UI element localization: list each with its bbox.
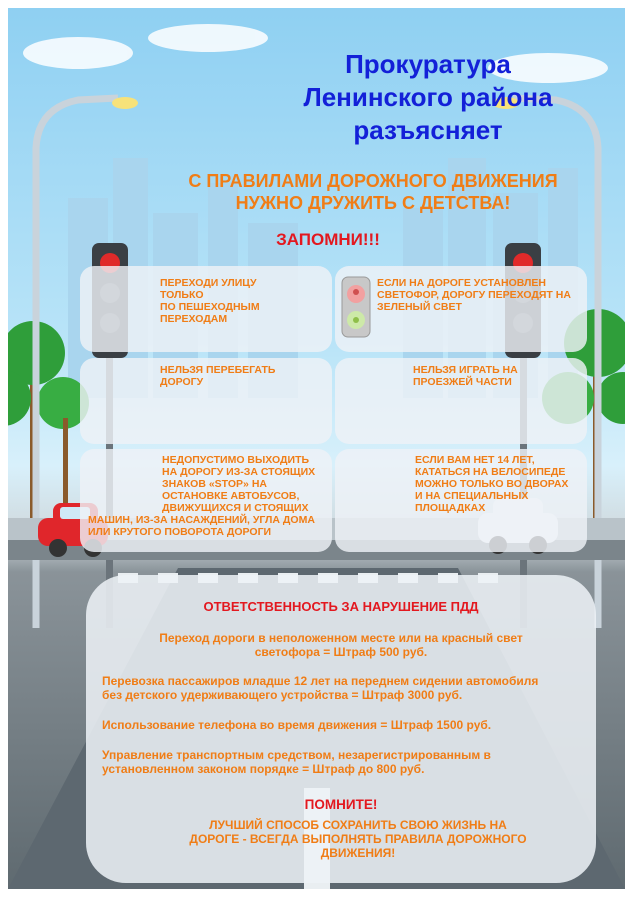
- note-line: ЛУЧШИЙ СПОСОБ СОХРАНИТЬ СВОЮ ЖИЗНЬ НА: [209, 818, 507, 832]
- fine-item: [102, 674, 538, 702]
- rule-line: СВЕТОФОР, ДОРОГУ ПЕРЕХОДЯТ НА: [377, 289, 571, 301]
- remember-note-title: ПОМНИТЕ!: [304, 797, 378, 812]
- fine-line: установленном законом порядке = Штраф до 800 руб.: [102, 762, 425, 776]
- remember-heading: ЗАПОМНИ!!!: [276, 230, 380, 249]
- fine-line: Управление транспортным средством, незарегистрированным в: [102, 748, 491, 762]
- subtitle: [108, 170, 625, 214]
- rule-line: ИЛИ КРУТОГО ПОВОРОТА ДОРОГИ: [88, 526, 272, 538]
- fine-line: Переход дороги в неположенном месте или на красный свет: [159, 631, 523, 645]
- fine-item: [102, 748, 491, 776]
- poster: [8, 8, 625, 889]
- rule-line: НЕЛЬЗЯ ПЕРЕБЕГАТЬ: [160, 364, 276, 376]
- rule-line: И НА СПЕЦИАЛЬНЫХ: [415, 490, 529, 502]
- rule-line: МОЖНО ТОЛЬКО ВО ДВОРАХ: [415, 478, 569, 490]
- rule-text: [413, 364, 518, 388]
- rule-line: ПЕРЕХОДАМ: [160, 313, 228, 325]
- subtitle-line: НУЖНО ДРУЖИТЬ С ДЕТСТВА!: [235, 193, 511, 213]
- rule-line: НЕЛЬЗЯ ИГРАТЬ НА: [413, 364, 518, 376]
- rule-line: НА ДОРОГУ ИЗ-ЗА СТОЯЩИХ: [162, 466, 316, 478]
- rule-line: МАШИН, ИЗ-ЗА НАСАЖДЕНИЙ, УГЛА ДОМА: [88, 514, 315, 526]
- rule-line: ТОЛЬКО: [160, 289, 204, 301]
- rule-line: ПО ПЕШЕХОДНЫМ: [160, 301, 260, 313]
- rule-line: НЕДОПУСТИМО ВЫХОДИТЬ: [162, 454, 310, 466]
- remember-note: [168, 818, 548, 860]
- rule-text: [415, 454, 568, 514]
- rule-line: КАТАТЬСЯ НА ВЕЛОСИПЕДЕ: [415, 466, 566, 478]
- rule-line: ЕСЛИ НА ДОРОГЕ УСТАНОВЛЕН: [377, 277, 547, 289]
- fine-line: светофора = Штраф 500 руб.: [254, 645, 428, 659]
- rule-line: ПЛОЩАДКАХ: [415, 502, 486, 514]
- rule-text: [88, 454, 328, 538]
- traffic-light-icon: [341, 276, 371, 338]
- rule-line: ЕСЛИ ВАМ НЕТ 14 ЛЕТ,: [415, 454, 535, 466]
- subtitle-line: С ПРАВИЛАМИ ДОРОЖНОГО ДВИЖЕНИЯ: [188, 171, 558, 191]
- page-title: [263, 48, 593, 147]
- note-line: ДВИЖЕНИЯ!: [320, 846, 396, 860]
- rule-line: ЗНАКОВ «STOP» НА: [162, 478, 267, 490]
- note-line: ДОРОГЕ - ВСЕГДА ВЫПОЛНЯТЬ ПРАВИЛА ДОРОЖНОГО: [189, 832, 527, 846]
- fine-line: Использование телефона во время движения = Штраф 1500 руб.: [102, 718, 492, 732]
- rule-text: [160, 277, 260, 325]
- title-line: разъясняет: [353, 115, 503, 145]
- rule-line: ПЕРЕХОДИ УЛИЦУ: [160, 277, 257, 289]
- rule-line: ПРОЕЗЖЕЙ ЧАСТИ: [413, 376, 512, 388]
- rule-line: ДВИЖУЩИХСЯ И СТОЯЩИХ: [162, 502, 309, 514]
- rule-line: ОСТАНОВКЕ АВТОБУСОВ,: [162, 490, 300, 502]
- fine-line: без детского удерживающего устройства = Штраф 3000 руб.: [102, 688, 463, 702]
- rule-line: ДОРОГУ: [160, 376, 204, 388]
- responsibility-title: ОТВЕТСТВЕННОСТЬ ЗА НАРУШЕНИЕ ПДД: [203, 599, 479, 614]
- fine-item: [102, 718, 491, 732]
- rule-text: [160, 364, 275, 388]
- rule-text: [377, 277, 571, 313]
- fine-line: Перевозка пассажиров младше 12 лет на переднем сидении автомобиля: [102, 674, 539, 688]
- title-line: Прокуратура: [345, 49, 511, 79]
- title-line: Ленинского района: [303, 82, 553, 112]
- fine-item: [86, 631, 596, 659]
- rule-line: ЗЕЛЕНЫЙ СВЕТ: [377, 301, 462, 313]
